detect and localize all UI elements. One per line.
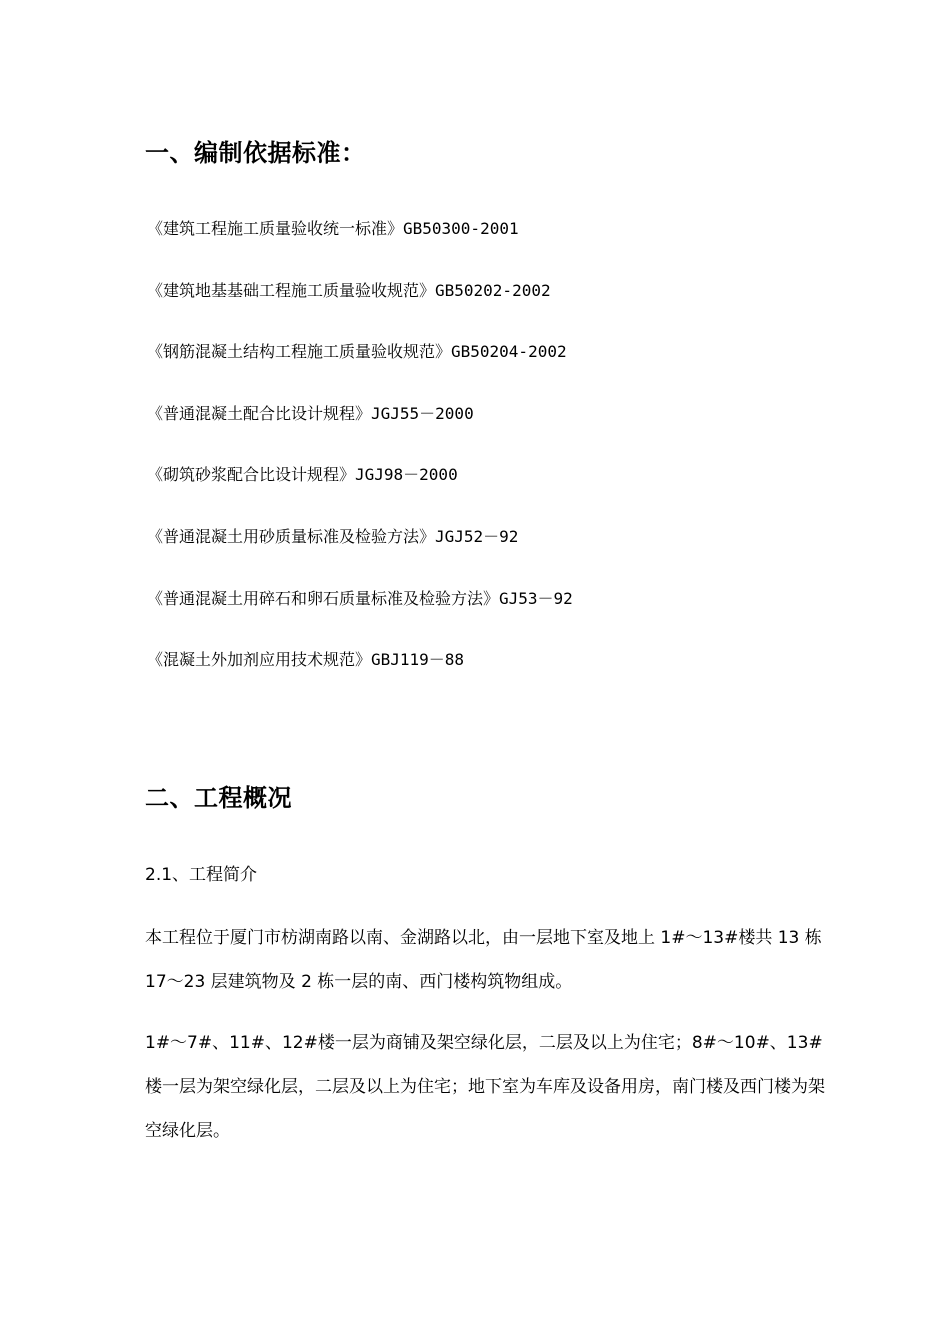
standard-item: 《普通混凝土用碎石和卵石质量标准及检验方法》GJ53－92	[147, 588, 573, 608]
standard-item: 《普通混凝土用砂质量标准及检验方法》JGJ52－92	[147, 526, 519, 546]
project-description-paragraph: 本工程位于厦门市枋湖南路以南、金湖路以北，由一层地下室及地上 1#～13#楼共 13 栋 17～23 层建筑物及 2 栋一层的南、西门楼构筑物组成。	[145, 928, 822, 992]
standard-item: 《普通混凝土配合比设计规程》JGJ55－2000	[147, 403, 474, 423]
standard-item: 《建筑工程施工质量验收统一标准》GB50300-2001	[147, 219, 519, 238]
section-1-heading: 一、编制依据标准：	[145, 139, 366, 167]
standard-item: 《混凝土外加剂应用技术规范》GBJ119－88	[147, 650, 465, 670]
standard-item: 《建筑地基基础工程施工质量验收规范》GB50202-2002	[147, 280, 551, 300]
standard-item: 《砌筑砂浆配合比设计规程》JGJ98－2000	[147, 465, 458, 485]
standard-item: 《钢筋混凝土结构工程施工质量验收规范》GB50204-2002	[147, 342, 567, 362]
subsection-heading: 2.1、工程简介	[145, 865, 258, 885]
section-2-heading: 二、工程概况	[145, 784, 292, 812]
standards-list	[147, 216, 573, 709]
building-usage-paragraph: 1#～7#、11#、12#楼一层为商铺及架空绿化层，二层及以上为住宅；8#～10#、13#楼一层为架空绿化层，二层及以上为住宅；地下室为车库及设备用房，南门楼及西门楼为架空绿化层。	[145, 1033, 825, 1141]
